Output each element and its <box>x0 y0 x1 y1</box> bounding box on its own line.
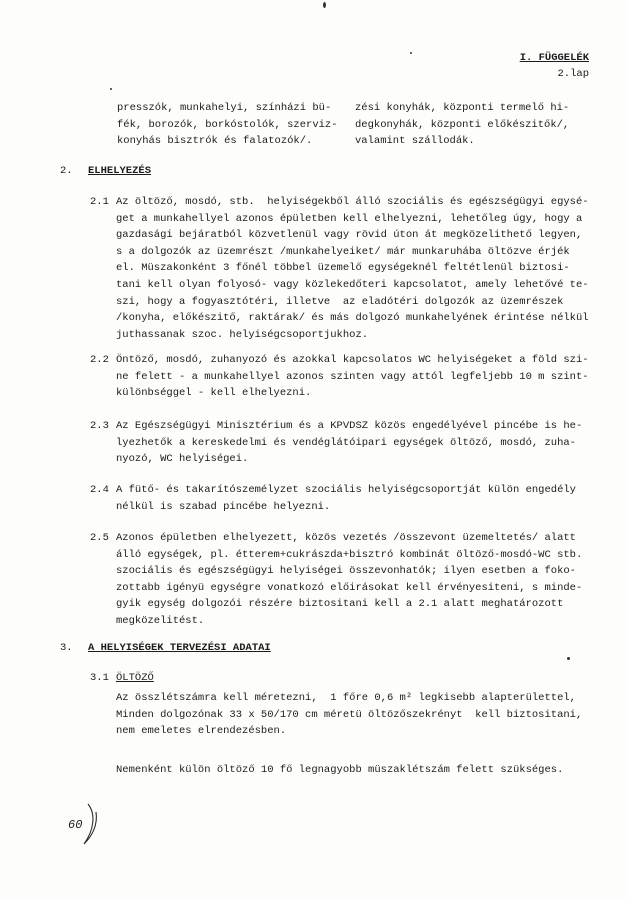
text-line: lyezhetők a kereskedelmi és vendéglátóipari egységek öltöző, mosdó, zuha- <box>116 436 576 449</box>
scan-speck <box>567 657 570 660</box>
text-line: Azonos épületben elhelyezett, közös vezetés /összevont üzemeltetés/ alatt <box>116 532 576 544</box>
text-line: gazdasági bejáratból közvetlenül vagy rövid úton át megközelithető legyen, <box>116 229 583 242</box>
subsection-3-1-text <box>116 690 626 740</box>
item-2-3-number: 2.3 <box>90 420 109 432</box>
item-2-2-text <box>116 352 626 402</box>
item-2-5-number: 2.5 <box>90 532 109 544</box>
item-2-1-text <box>116 194 626 343</box>
section-3-number: 3. <box>60 642 73 654</box>
intro-left-line: konyhás bisztrók és falatozók/. <box>117 135 313 147</box>
text-line: Az Egészségügyi Minisztérium és a KPVDSZ közös engedélyével pincébe is he- <box>116 420 583 432</box>
text-line: nem emeletes elrendezésben. <box>116 725 287 738</box>
text-line: get a munkahellyel azonos épületben kell elhelyezni, lehetőleg úgy, hogy a <box>116 212 583 225</box>
text-line: el. Müszakonként 3 főnél többel üzemelő egységeknél feltétlenül biztosi- <box>116 262 570 275</box>
scan-speck <box>410 52 412 54</box>
scan-speck <box>110 88 112 90</box>
page-number: 60 <box>68 818 83 832</box>
subsection-3-1-note: Nemenként külön öltöző 10 fő legnagyobb müszaklétszám felett szükséges. <box>116 764 564 776</box>
text-line: gyik egység dolgozói részére biztositani kell a 2.1 alatt meghatározott <box>116 598 564 611</box>
intro-right-line: valamint szállodák. <box>355 135 475 147</box>
intro-right-line: degkonyhák, központi előkészitők/, <box>355 118 570 131</box>
text-line: tani kell olyan folyosó- vagy közlekedőteri kapcsolatot, amely lehetővé te- <box>116 278 589 291</box>
intro-left-line: presszók, munkahelyi, színházi bü- <box>117 102 332 114</box>
text-line: zottabb igényü egységre vonatkozó előirásokat kell érvényesiteni, s minde- <box>116 581 583 594</box>
text-line: Az összlétszámra kell méretezni, 1 főre 0,6 m² legkisebb alapterülettel, <box>116 692 576 704</box>
text-line: s a dolgozók az üzemrészt /munkahelyeiket/ már munkaruhába öltözve érjék <box>116 245 570 258</box>
text-line: A fütő- és takarítószemélyzet szociális helyiségcsoportját külön engedély <box>116 484 576 496</box>
text-line: különbséggel - kell elhelyezni. <box>116 387 312 400</box>
handwritten-mark-icon <box>66 800 106 850</box>
text-line: álló egységek, pl. étterem+cukrászda+bisztró kombinát öltöző-mosdó-WC stb. <box>116 548 583 561</box>
text-line: szociális és egészségügyi helyiségei összevonhatók; ilyen esetben a foko- <box>116 565 576 578</box>
text-line: Minden dolgozónak 33 x 50/170 cm méretü öltözőszekrényt kell biztositani, <box>116 708 583 721</box>
item-2-4-text <box>116 482 626 515</box>
item-2-1-number: 2.1 <box>90 196 109 208</box>
text-line: szi, hogy a fogyasztótéri, illetve az eladótéri dolgozók az üzemrészek <box>116 295 564 308</box>
subsection-3-1-title: ÖLTÖZŐ <box>116 672 154 684</box>
text-line: nélkül is szabad pincébe helyezni. <box>116 500 331 513</box>
text-line: /konyha, előkészitő, raktárak/ és más dolgozó munkahelyének érintése nélkül <box>116 312 589 325</box>
scan-speck <box>323 2 326 8</box>
subsection-3-1-number: 3.1 <box>90 672 109 684</box>
item-2-3-text <box>116 418 626 468</box>
section-2-title: ELHELYEZÉS <box>88 165 152 177</box>
text-line: Öntöző, mosdó, zuhanyozó és azokkal kapcsolatos WC helyiségeket a föld szi- <box>116 354 589 366</box>
text-line: juthassanak szoc. helyiségcsoportjukhoz. <box>116 328 369 341</box>
text-line: nyozó, WC helyiségei. <box>116 453 249 466</box>
text-line: Az öltöző, mosdó, stb. helyiségekből álló szociális és egészségügyi egysé- <box>116 196 589 208</box>
page-label: 2.lap <box>557 68 589 80</box>
section-2-number: 2. <box>60 165 73 177</box>
intro-right-line: zési konyhák, központi termelő hi- <box>355 102 570 114</box>
section-3-title: A HELYISÉGEK TERVEZÉSI ADATAI <box>88 642 271 654</box>
item-2-5-text <box>116 530 626 630</box>
appendix-label: I. FÜGGELÉK <box>519 52 589 64</box>
item-2-2-number: 2.2 <box>90 354 109 366</box>
text-line: ne felett - a munkahellyel azonos szinten vagy attól legfeljebb 10 m szint- <box>116 370 589 383</box>
intro-left-column <box>117 100 338 150</box>
item-2-4-number: 2.4 <box>90 484 109 496</box>
text-line: megközelitést. <box>116 614 205 627</box>
intro-left-line: fék, borozók, borkóstolók, szerviz- <box>117 118 338 131</box>
intro-right-column <box>355 100 569 150</box>
